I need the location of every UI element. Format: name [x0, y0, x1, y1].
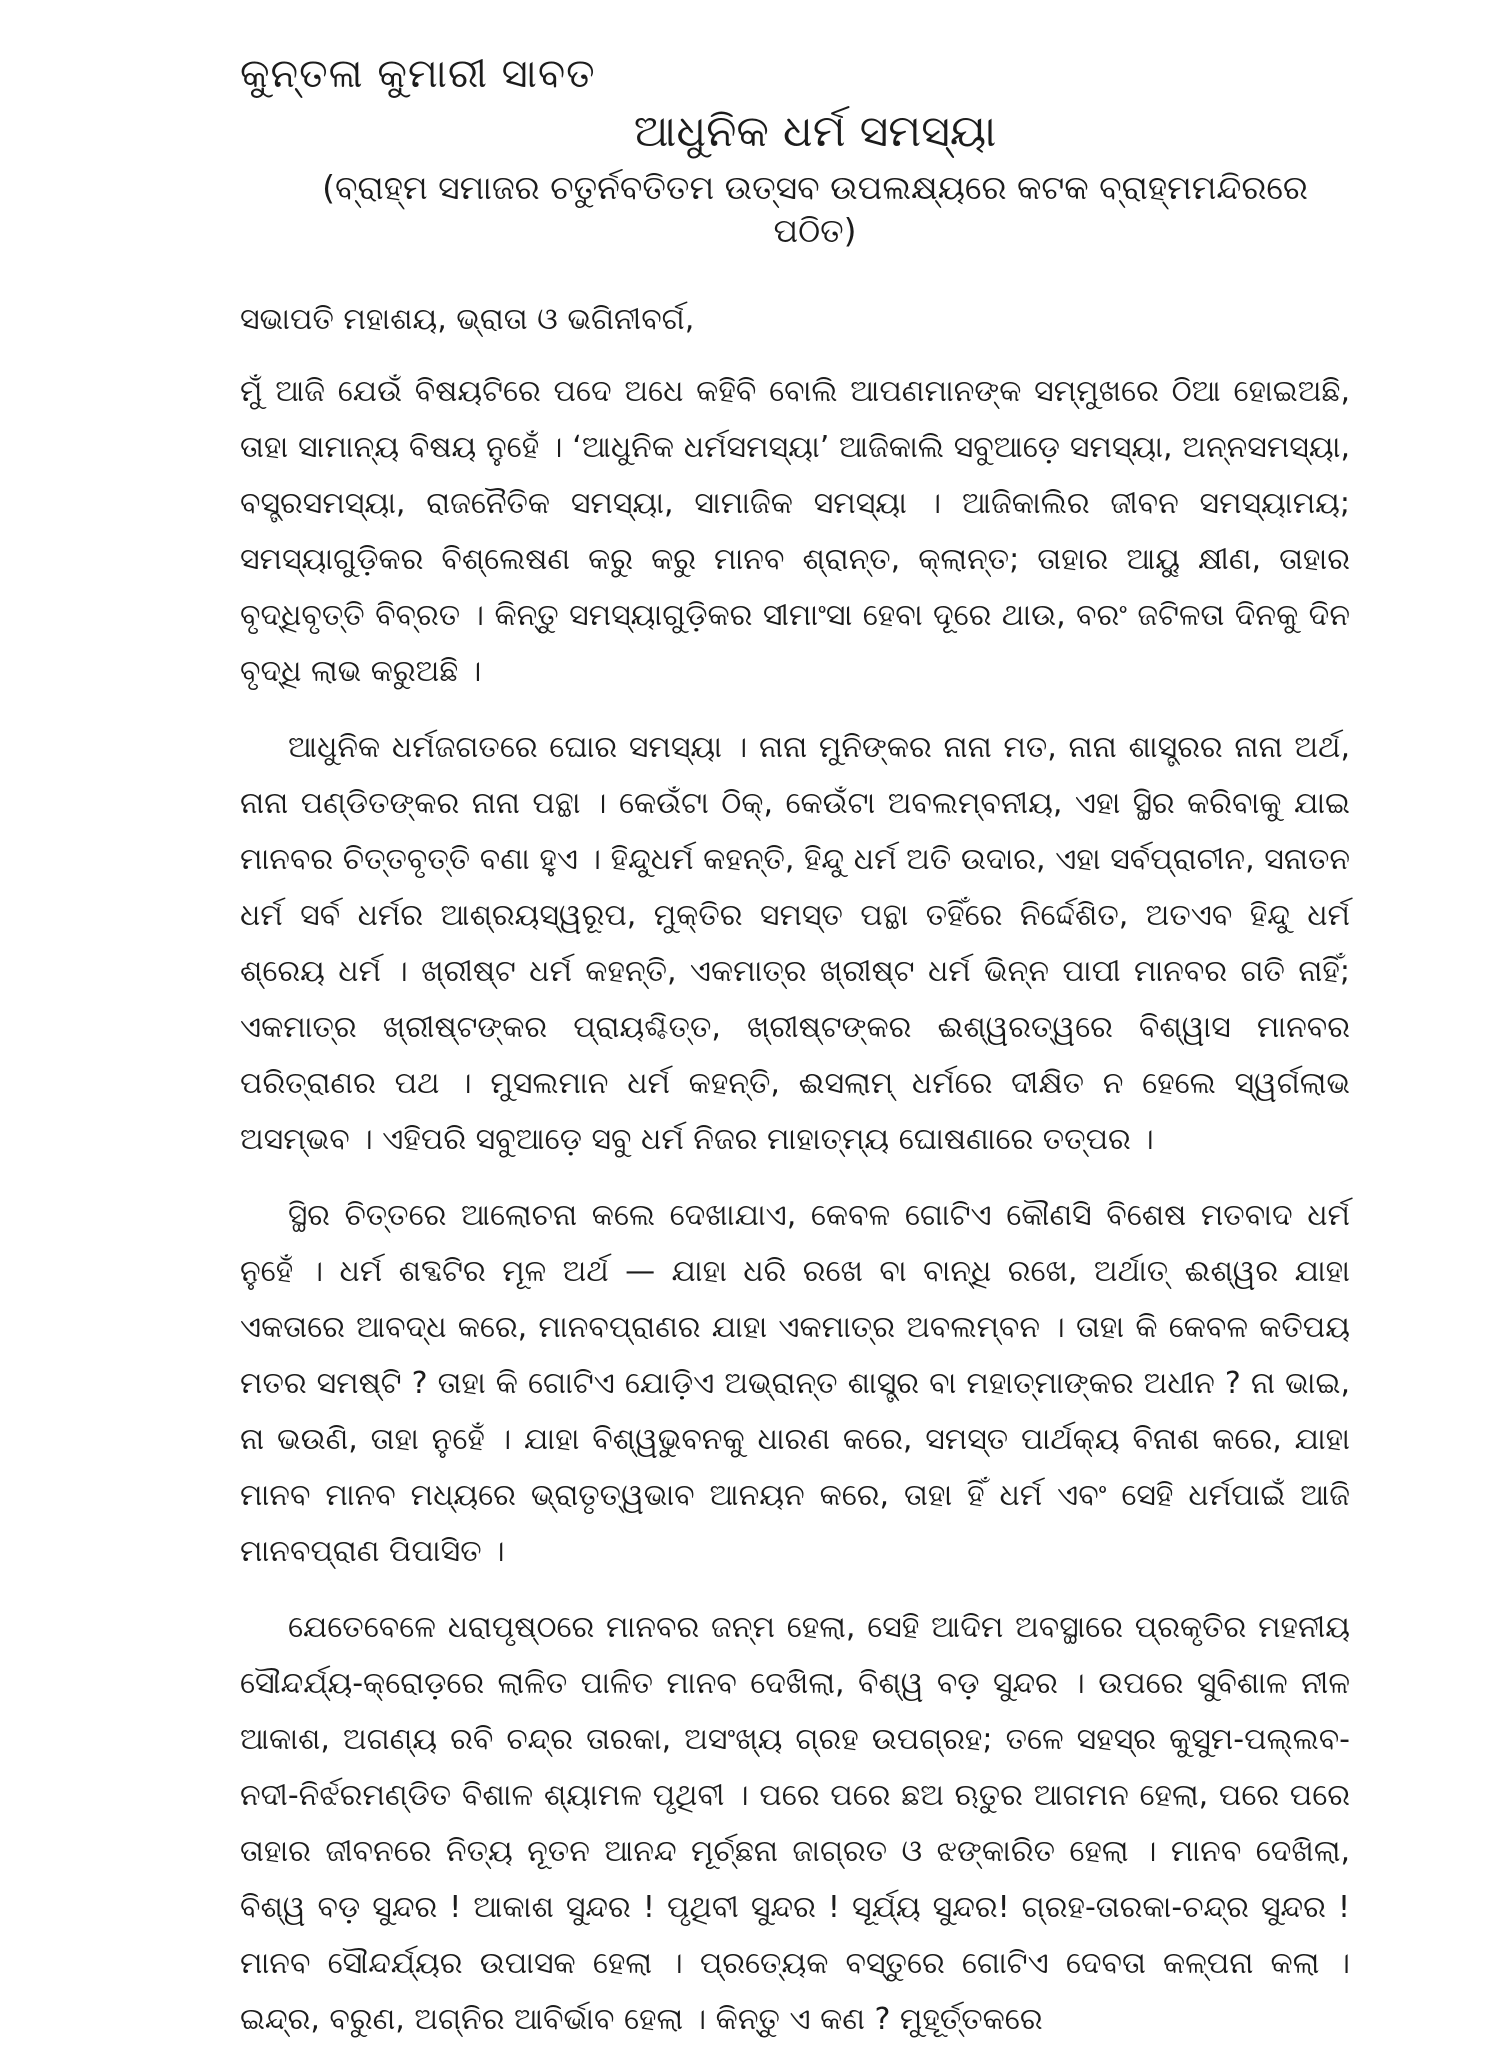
- salutation: ସଭାପତି ମହାଶୟ, ଭ୍ରାତା ଓ ଭଗିନୀବର୍ଗ,: [240, 301, 695, 337]
- author-name: କୁନ୍ତଳା କୁମାରୀ ସାବତ: [240, 51, 596, 97]
- paragraph: ସ୍ଥିର ଚିତ୍ତରେ ଆଲୋଚନା କଲେ ଦେଖାଯାଏ, କେବଳ ଗୋଟିଏ କୌଣସି ବିଶେଷ ମତବାଦ ଧର୍ମ ନୁହେଁ । ଧର୍ମ ଶବ୍ଦଟିର ମୂଳ ଅର୍ଥ — ଯାହା ଧରି ରଖେ ବା ବାନ୍ଧି ରଖେ, ଅର୍ଥାତ୍ ଈଶ୍ୱର ଯାହା ଏକତାରେ ଆବଦ୍ଧ କରେ, ମାନବପ୍ରାଣର ଯାହା ଏକମାତ୍ର ଅବଲମ୍ବନ । ତାହା କି କେବଳ କତିପୟ ମତର ସମଷ୍ଟି ? ତାହା କି ଗୋଟିଏ ଯୋଡ଼ିଏ ଅଭ୍ରାନ୍ତ ଶାସ୍ତ୍ର ବା ମହାତ୍ମାଙ୍କର ଅଧୀନ ? ନା ଭାଇ, ନା ଭଉଣି, ତାହା ନୁହେଁ । ଯାହା ବିଶ୍ୱଭୁବନକୁ ଧାରଣ କରେ, ସମସ୍ତ ପାର୍ଥକ୍ୟ ବିନାଶ କରେ, ଯାହା ମାନବ ମାନବ ମଧ୍ୟରେ ଭ୍ରାତୃତ୍ୱଭାବ ଆନୟନ କରେ, ତାହା ହିଁ ଧର୍ମ ଏବଂ ସେହି ଧର୍ମପାଇଁ ଆଜି ମାନବପ୍ରାଣ ପିପାସିତ ।: [240, 1197, 1350, 1569]
- essay-subtitle: (ବ୍ରାହ୍ମ ସମାଜର ଚତୁର୍ନବତିତମ ଉତ୍ସବ ଉପଲକ୍ଷ୍ୟରେ କଟକ ବ୍ରାହ୍ମମନ୍ଦିରରେ ପଠିତ): [322, 167, 1308, 250]
- paragraph: ମୁଁ ଆଜି ଯେଉଁ ବିଷୟଟିରେ ପଦେ ଅଧେ କହିବି ବୋଲି ଆପଣମାନଙ୍କ ସମ୍ମୁଖରେ ଠିଆ ହୋଇଅଛି, ତାହା ସାମାନ୍ୟ ବିଷୟ ନୁହେଁ । ‘ଆଧୁନିକ ଧର୍ମସମସ୍ୟା’ ଆଜିକାଲି ସବୁଆଡ଼େ ସମସ୍ୟା, ଅନ୍ନସମସ୍ୟା, ବସ୍ତ୍ରସମସ୍ୟା, ରାଜନୈତିକ ସମସ୍ୟା, ସାମାଜିକ ସମସ୍ୟା । ଆଜିକାଲିର ଜୀବନ ସମସ୍ୟାମୟ; ସମସ୍ୟାଗୁଡ଼ିକର ବିଶ୍ଲେଷଣ କରୁ କରୁ ମାନବ ଶ୍ରାନ୍ତ, କ୍ଲାନ୍ତ; ତାହାର ଆୟୁ କ୍ଷୀଣ, ତାହାର ବୃଦ୍ଧିବୃତ୍ତି ବିବ୍ରତ । କିନ୍ତୁ ସମସ୍ୟାଗୁଡ଼ିକର ସୀମାଂସା ହେବା ଦୂରେ ଥାଉ, ବରଂ ଜଟିଳତା ଦିନକୁ ଦିନ ବୃଦ୍ଧି ଲାଭ କରୁଅଛି ।: [240, 373, 1350, 689]
- paragraph: ଯେତେବେଳେ ଧରାପୃଷ୍ଠରେ ମାନବର ଜନ୍ମ ହେଲା, ସେହି ଆଦିମ ଅବସ୍ଥାରେ ପ୍ରକୃତିର ମହନୀୟ ସୌନ୍ଦର୍ଯ୍ୟ-କ୍ରୋଡ଼ରେ ଲାଳିତ ପାଳିତ ମାନବ ଦେଖିଲା, ବିଶ୍ୱ ବଡ଼ ସୁନ୍ଦର । ଉପରେ ସୁବିଶାଳ ନୀଳ ଆକାଶ, ଅଗଣ୍ୟ ରବି ଚନ୍ଦ୍ର ତାରକା, ଅସଂଖ୍ୟ ଗ୍ରହ ଉପଗ୍ରହ; ତଳେ ସହସ୍ର କୁସୁମ-ପଲ୍ଲବ-ନଦୀ-ନିର୍ଝରମଣ୍ଡିତ ବିଶାଳ ଶ୍ୟାମଳ ପୃଥିବୀ । ପରେ ପରେ ଛଅ ଋତୁର ଆଗମନ ହେଲା, ପରେ ପରେ ତାହାର ଜୀବନରେ ନିତ୍ୟ ନୂତନ ଆନନ୍ଦ ମୂର୍ଚ୍ଛନା ଜାଗ୍ରତ ଓ ଝଙ୍କାରିତ ହେଲା । ମାନବ ଦେଖିଲା, ବିଶ୍ୱ ବଡ଼ ସୁନ୍ଦର ! ଆକାଶ ସୁନ୍ଦର ! ପୃଥିବୀ ସୁନ୍ଦର ! ସୂର୍ଯ୍ୟ ସୁନ୍ଦର! ଗ୍ରହ-ତାରକା-ଚନ୍ଦ୍ର ସୁନ୍ଦର ! ମାନବ ସୌନ୍ଦର୍ଯ୍ୟର ଉପାସକ ହେଲା । ପ୍ରତ୍ୟେକ ବସ୍ତୁରେ ଗୋଟିଏ ଦେବତା କଳ୍ପନା କଲା । ଇନ୍ଦ୍ର, ବରୁଣ, ଅଗ୍ନିର ଆବିର୍ଭାବ ହେଲା । କିନ୍ତୁ ଏ କଣ ? ମୁହୂର୍ତ୍ତକରେ: [240, 1609, 1350, 2037]
- paragraph: ଆଧୁନିକ ଧର୍ମଜଗତରେ ଘୋର ସମସ୍ୟା । ନାନା ମୁନିଙ୍କର ନାନା ମତ, ନାନା ଶାସ୍ତ୍ରର ନାନା ଅର୍ଥ, ନାନା ପଣ୍ଡିତଙ୍କର ନାନା ପନ୍ଥା । କେଉଁଟା ଠିକ୍, କେଉଁଟା ଅବଲମ୍ବନୀୟ, ଏହା ସ୍ଥିର କରିବାକୁ ଯାଇ ମାନବର ଚିତ୍ତବୃତ୍ତି ବଣା ହୁଏ । ହିନ୍ଦୁଧର୍ମ କହନ୍ତି, ହିନ୍ଦୁ ଧର୍ମ ଅତି ଉଦାର, ଏହା ସର୍ବପ୍ରାଚୀନ, ସନାତନ ଧର୍ମ ସର୍ବ ଧର୍ମର ଆଶ୍ରୟସ୍ୱରୂପ, ମୁକ୍ତିର ସମସ୍ତ ପନ୍ଥା ତହିଁରେ ନିର୍ଦ୍ଦେଶିତ, ଅତଏବ ହିନ୍ଦୁ ଧର୍ମ ଶ୍ରେୟ ଧର୍ମ । ଖ୍ରୀଷ୍ଟ ଧର୍ମ କହନ୍ତି, ଏକମାତ୍ର ଖ୍ରୀଷ୍ଟ ଧର୍ମ ଭିନ୍ନ ପାପୀ ମାନବର ଗତି ନାହିଁ; ଏକମାତ୍ର ଖ୍ରୀଷ୍ଟଙ୍କର ପ୍ରାୟଶ୍ଚିତ୍ତ, ଖ୍ରୀଷ୍ଟଙ୍କର ଈଶ୍ୱରତ୍ୱରେ ବିଶ୍ୱାସ ମାନବର ପରିତ୍ରାଣର ପଥ । ମୁସଲମାନ ଧର୍ମ କହନ୍ତି, ଈସଲାମ୍ ଧର୍ମରେ ଦୀକ୍ଷିତ ନ ହେଲେ ସ୍ୱର୍ଗଲାଭ ଅସମ୍ଭବ । ଏହିପରି ସବୁଆଡ଼େ ସବୁ ଧର୍ମ ନିଜର ମାହାତ୍ମ୍ୟ ଘୋଷଣାରେ ତତ୍ପର ।: [240, 729, 1350, 1157]
- essay-title: ଆଧୁନିକ ଧର୍ମ ସମସ୍ୟା: [633, 106, 997, 157]
